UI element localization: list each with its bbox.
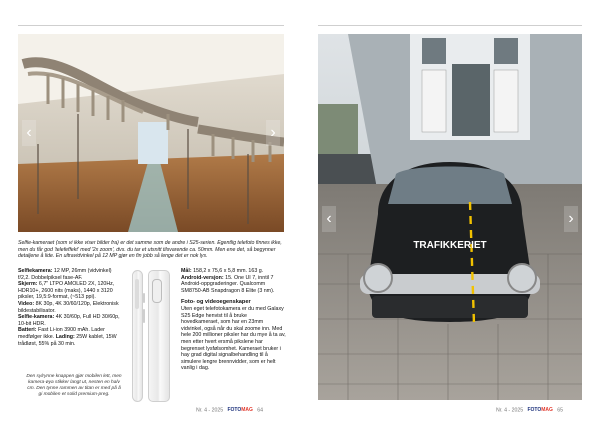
fotomag-logo (227, 407, 252, 413)
phone-side-view (132, 270, 143, 402)
whale-skeleton-photo (18, 34, 284, 232)
right-page (300, 0, 600, 424)
photo-caption: Selfie-kameraet (som vi ikke viser bilder fra) er det samme som de andre i S25-serien. Egentlig telefoto finnes ikke, men du får god 'telefeffekt' med '2x zoom', dvs. du tar et utsnitt tilsvarende ca. 50mm. Men ene det, så begynner detaljene å lide. En ultravidvinkel på 12 MP gjør en fin jobb så lenge det er nok lys. (18, 240, 282, 260)
logo-part-a: FOTO (227, 407, 242, 413)
spec-item: Selfiekamera: 12 MP, 26mm (vidvinkel) f/2,2. Dobbelpiksel fase-AF. (18, 268, 112, 281)
mini-car-illustration (318, 34, 582, 400)
prev-arrow-icon[interactable]: ‹ (22, 120, 36, 146)
page-footer (196, 407, 263, 413)
page-footer (496, 407, 563, 413)
fotomag-logo (527, 407, 552, 413)
phone-back-view (148, 270, 170, 402)
spec-item: Batteri: Fast Li-ion 3900 mAh. Lader medfølger ikke. Lading: 25W kablet, 15W trådløst, 55% på 30 min. (18, 327, 117, 347)
spec-column-1 (18, 268, 124, 347)
section-heading: Foto- og videoegenskaper (181, 299, 251, 306)
logo-part-b: MAG (241, 407, 253, 413)
logo-part-b: MAG (541, 407, 553, 413)
car-hood-text: TRAFIKKERIET (413, 240, 487, 251)
issue-label: Nr. 4 - 2025 (196, 407, 224, 414)
page-number: 64 (257, 407, 264, 414)
body-text: Uten eget telefotokamera er du med Galaxy S25 Edge henvist til å bruke hovedkameraet, som har en 23mm vidvinkel, også når du skal zoome inn. Med hele 200 millioner piksler har du mye å ta av, men etter hvert ersmå pikslene har begrenset lysfølsomhet. Kameraet bruker i hay grad digital signalbehandling til å simulere lengre brennvidder, som er helt vanlig i dag. (181, 305, 286, 372)
spec-item: Video: 8K 30p, 4K 30/60/120p, Elektronisk bildestabilisator. (18, 300, 119, 314)
phone-button (143, 293, 145, 303)
spec-item: Mål: 158,2 x 75,6 x 5,8 mm. 163 g. (181, 268, 264, 274)
prev-arrow-icon[interactable]: ‹ (322, 206, 336, 232)
page-number: 65 (557, 407, 564, 414)
next-arrow-icon[interactable]: › (564, 206, 578, 232)
spec-item: Android-versjon: 15. One UI 7, inntil 7 Android-oppgraderinger. Qualcomm SM8750-AB Snapdragon 8 Elite (3 nm). (181, 274, 275, 294)
next-arrow-icon[interactable]: › (266, 120, 280, 146)
camera-bump (135, 279, 139, 309)
spec-item: Selfie-kamera: 4K 30/60p, Full HD 30/60p, 10-bit HDR. (18, 314, 120, 327)
car-photo (318, 34, 582, 400)
issue-label: Nr. 4 - 2025 (496, 407, 524, 414)
spec-item: Skjerm: 6,7" LTPO AMOLED 2X, 120Hz, HDR10+, 2600 nits (maks), 1440 x 3120 piksler, 19,5:9-format, (~513 ppi). (18, 281, 115, 301)
camera-island (152, 279, 162, 303)
phone-button (143, 309, 145, 323)
phone-caption: Den sylrynne knappen gjør mobilen lett, men kamera-øya stikker langt ut, nesten en halv cm. Den tynne rammen av titan er med på å gi mobilen et solid premium-preg. (26, 374, 122, 397)
logo-part-a: FOTO (527, 407, 542, 413)
spec-column-2 (181, 268, 286, 372)
top-rule (318, 25, 582, 26)
whale-skeleton-illustration (18, 34, 284, 232)
top-rule (18, 25, 284, 26)
